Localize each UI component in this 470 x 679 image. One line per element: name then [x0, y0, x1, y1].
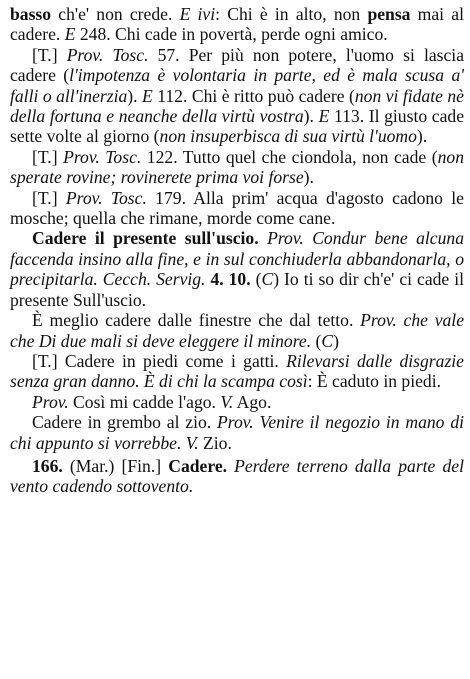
italic-run: Prov. Tosc. [63, 146, 142, 167]
text-run: ch'e' non crede. [51, 4, 180, 24]
text-run: Cadere in grembo al zio. [32, 412, 218, 433]
italic-run: E ivi [179, 4, 216, 24]
paragraph [10, 45, 464, 147]
text-run: ( [250, 269, 262, 290]
text-run [259, 228, 267, 248]
paragraph [10, 4, 464, 45]
text-run: [T.] [32, 146, 64, 167]
text-run: ). [303, 106, 319, 127]
text-run: [T.] Cadere in piedi come i gatti. [32, 350, 287, 371]
bold-run: basso [10, 4, 52, 24]
paragraph [10, 228, 464, 310]
paragraph [10, 351, 464, 392]
text-run: 122. Tutto quel che ciondola, non cade ( [141, 146, 438, 167]
italic-run: Prov. Tosc. [66, 44, 149, 65]
italic-run: Prov. che vale che Di due mali si deve eleggere il minore. [10, 310, 465, 351]
italic-run: non insuperbisca di sua virtù l'uomo [159, 126, 417, 147]
italic-run: C [261, 269, 274, 290]
italic-run: E [64, 24, 76, 45]
text-run: : È caduto in piedi. [307, 371, 441, 392]
text-run: 57. Per più non potere, l'uomo si lascia cadere ( [10, 44, 464, 86]
italic-run: V. [220, 391, 234, 412]
italic-run: Prov. [32, 391, 69, 412]
text-run: Ago. [233, 391, 272, 412]
italic-run: l'impotenza è volontaria in parte, ed è mala scusa a' falli o all'inerzia [10, 65, 464, 106]
text-run: 248. Chi cade in povertà, perde ogni amico. [75, 24, 388, 45]
text-run: Zio. [198, 432, 232, 453]
bold-run: 4. 10. [210, 269, 251, 290]
italic-run: Prov. Condur bene alcuna faccenda insino alla fine, e in sul conchiuderla abbandonarla, o precipitarla. Cecch. Servig. [10, 228, 465, 290]
bold-run: Cadere. [168, 455, 228, 476]
paragraph [10, 310, 464, 351]
text-run: [T.] [32, 187, 66, 208]
italic-run: non vi fidate nè della fortuna e neanche della virtù vostra [10, 85, 464, 127]
italic-run: Rilevarsi dalle disgrazie senza gran danno. È di chi la scampa così [10, 350, 464, 392]
text-run: ) Io ti so dir ch'e' ci cade il presente Sull'uscio. [10, 269, 464, 310]
bold-run: 166. [32, 455, 63, 476]
text-run: 179. Alla prim' acqua d'agosto cadono le mosche; quella che rimane, morde come cane. [10, 187, 464, 229]
bold-run: pensa [367, 4, 411, 24]
paragraph [10, 456, 464, 497]
italic-run: E [142, 85, 153, 106]
text-run: ). [127, 85, 143, 106]
text-run: (Mar.) [Fin.] [62, 455, 169, 476]
italic-run: E [318, 106, 330, 127]
paragraph [10, 188, 464, 229]
italic-run: Prov. Venire il negozio in mano di chi appunto si vorrebbe. V. [10, 412, 465, 453]
italic-run: Prov. Tosc. [65, 187, 147, 208]
text-run: : Chi è in alto, non [215, 4, 368, 24]
text-run: ). [303, 167, 314, 188]
italic-run: non sperate rovine; rovinerete prima voi forse [10, 146, 464, 188]
text-run: [T.] [32, 44, 67, 65]
text-run: È meglio cadere dalle finestre che dal tetto. [32, 310, 361, 331]
text-run: ). [416, 126, 428, 147]
paragraph [10, 392, 464, 412]
paragraph [10, 147, 464, 188]
text-run: 113. Il giusto cade sette volte al giorno ( [10, 106, 464, 147]
text-run: Così mi cadde l'ago. [68, 391, 221, 412]
text-run: ( [311, 330, 322, 351]
text-run: ) [333, 330, 339, 351]
paragraph [10, 412, 464, 453]
text-run: mai al cadere. [10, 4, 464, 45]
text-run: 112. Chi è ritto può cadere ( [152, 85, 355, 106]
bold-run: Cadere il presente sull'uscio. [32, 228, 259, 249]
italic-run: Perdere terreno dalla parte del vento cadendo sottovento. [10, 455, 464, 497]
italic-run: C [321, 330, 334, 351]
